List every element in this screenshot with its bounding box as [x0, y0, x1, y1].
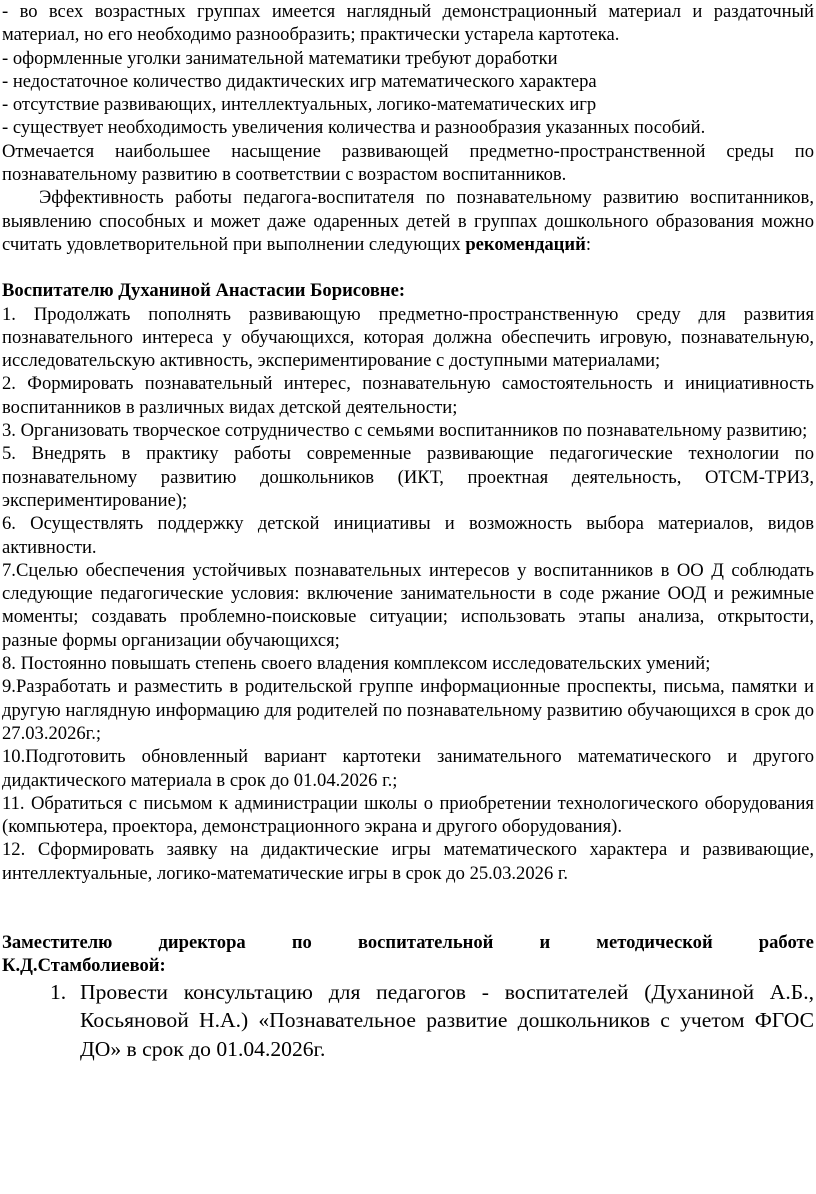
recommendation-item: 6. Осуществлять поддержку детской инициативы и возможность выбора материалов, видов активности. — [2, 513, 814, 558]
heading-word: методической — [596, 931, 713, 953]
spacer — [2, 256, 814, 279]
heading-word: директора — [158, 931, 246, 953]
spacer — [2, 885, 814, 931]
deputy-section-heading-line2: К.Д.Стамболиевой: — [2, 955, 166, 977]
recommendation-item: 10.Подготовить обновленный вариант картотеки занимательного математического и другого дидактического материала в срок до 01.04.2026 г.; — [2, 746, 814, 791]
intro-line-5: - существует необходимость увеличения количества и разнообразия указанных пособий. — [2, 117, 706, 139]
intro-line-2: - оформленные уголки занимательной математики требуют доработки — [2, 47, 558, 69]
item-text: Провести консультацию для педагогов - воспитателей (Духаниной А.Б., Косьяновой Н.А.) «Познавательное развитие дошкольников с учетом ФГОС ДО» в срок до 01.04.2026г. — [80, 979, 814, 1061]
recommendation-item: 3. Организовать творческое сотрудничество с семьями воспитанников по познавательному развитию; — [2, 420, 808, 442]
effectiveness-paragraph — [2, 186, 814, 256]
teacher-section-heading: Воспитателю Духаниной Анастасии Борисовне: — [2, 280, 406, 302]
deputy-section-heading — [2, 931, 814, 954]
recommendations-word: рекомендаций — [465, 233, 586, 255]
item-number: 1. — [50, 979, 67, 1004]
recommendation-item: 7.Сцелью обеспечения устойчивых познавательных интересов у воспитанников в ОО Д соблюдать следующие педагогические условия: включение занимательности в соде ржание ООД и режимные моменты; создавать проблемно-поисковые ситуации; использовать этапы анализа, открытости, разные формы организации обучающихся; — [2, 559, 814, 651]
teacher-recommendations-list — [2, 303, 814, 885]
intro-line-6: Отмечается наибольшее насыщение развивающей предметно-пространственной среды по познавательному развитию в соответствии с возрастом воспитанников. — [2, 140, 814, 186]
intro-line-3: - недостаточное количество дидактических игр математического характера — [2, 70, 597, 92]
effectiveness-text: Эффективность работы педагога-воспитателя по познавательному развитию воспитанников, выявлению способных и может даже одаренных детей в группах дошкольного образования можно считать удовлетворительной при выполнении следующих — [2, 187, 814, 255]
intro-line-1: - во всех возрастных группах имеется наглядный демонстрационный материал и раздаточный материал, но его необходимо разнообразить; практически устарела картотека. — [2, 1, 814, 46]
recommendation-item: 12. Сформировать заявку на дидактические игры математического характера и развивающие, интеллектуальные, логико-математические игры в срок до 25.03.2026 г. — [2, 839, 814, 884]
heading-word: работе — [758, 931, 814, 953]
recommendation-item: 9.Разработать и разместить в родительской группе информационные проспекты, письма, памятки и другую наглядную информацию для родителей по познавательному развитию обучающихся в срок до 27.03.2026г.; — [2, 676, 814, 744]
deputy-recommendation-item — [50, 978, 814, 1064]
intro-line-4: - отсутствие развивающих, интеллектуальных, логико-математических игр — [2, 94, 597, 116]
deputy-recommendations-list — [2, 978, 814, 1064]
heading-word: и — [539, 931, 551, 953]
heading-word: Заместителю — [2, 931, 113, 953]
effectiveness-tail: : — [585, 233, 591, 255]
recommendation-item: 5. Внедрять в практику работы современные развивающие педагогические технологии по познавательному развитию дошкольников (ИКТ, проектная деятельность, ОТСМ-ТРИЗ, экспериментирование); — [2, 443, 814, 511]
recommendation-item: 8. Постоянно повышать степень своего владения комплексом исследовательских умений; — [2, 653, 711, 675]
recommendation-item: 1. Продолжать пополнять развивающую предметно-пространственную среду для развития познавательного интереса у обучающихся, которая должна обеспечить игровую, познавательную, исследовательскую активность, экспериментирование с доступными материалами; — [2, 303, 814, 372]
recommendation-item: 11. Обратиться с письмом к администрации школы о приобретении технологического оборудования (компьютера, проектора, демонстрационного экрана и другого оборудования). — [2, 792, 814, 838]
heading-word: воспитательной — [357, 931, 494, 953]
heading-word: по — [291, 931, 312, 953]
recommendation-item: 2. Формировать познавательный интерес, познавательную самостоятельность и инициативность воспитанников в различных видах детской деятельности; — [2, 373, 814, 418]
